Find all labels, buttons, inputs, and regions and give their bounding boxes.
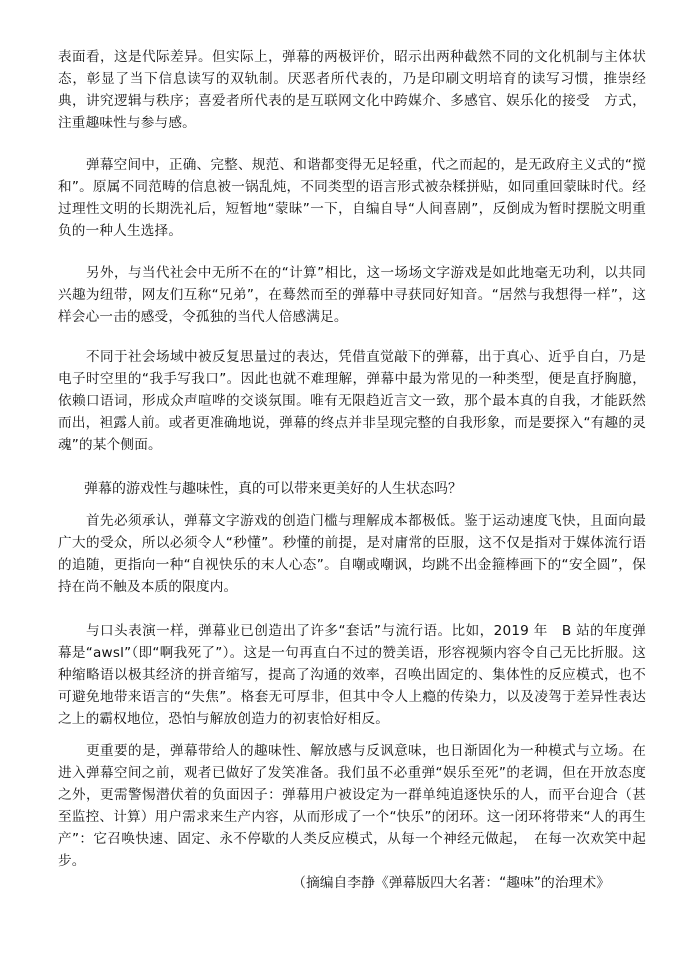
paragraph-4: 不同于社会场域中被反复思量过的表达，凭借直觉敲下的弹幕，出于真心、近乎自白，乃是电子时空里的“我手写我口”。因此也就不难理解，弹幕中最为常见的一种类型，便是直抒胸臆，依赖口语词，形成众声喧哗的交谈氛围。唯有无限趋近言文一致，那个最本真的自我，才能跃然而出，袒露人前。或者更准确地说，弹幕的终点并非呈现完整的自我形象，而是要探入“有趣的灵魂”的某个侧面。	[58, 349, 646, 453]
paragraph-7: 更重要的是，弹幕带给人的趣味性、解放感与反讽意味，也日渐固化为一种模式与立场。在进入弹幕空间之前，观者已做好了发笑准备。我们虽不必重弹“娱乐至死”的老调，但在开放态度之外，更需警惕潜伏着的负面因子：弹幕用户被设定为一群单纯追逐快乐的人，而平台迎合（甚至监控、计算）用户需求来生产内容，从而形成了一个“快乐”的闭环。这一闭环将带来“人的再生产”：它召唤快速、固定、永不停歇的人类反应模式，从每一个神经元做起， 在每一次欢笑中起步。	[58, 743, 646, 869]
paragraph-1: 表面看，这是代际差异。但实际上，弹幕的两极评价，昭示出两种截然不同的文化机制与主体状态，彰显了当下信息读写的双轨制。厌恶者所代表的，乃是印刷文明培育的读写习惯，推崇经典，讲究逻辑与秩序；喜爱者所代表的是互联网文化中跨媒介、多感官、娱乐化的接受 方式，注重趣味性与参与感。	[58, 49, 646, 131]
paragraph-6: 与口头表演一样，弹幕业已创造出了许多“套话”与流行语。比如，2019 年 B 站的年度弹幕是“awsl”（即“啊我死了”）。这是一句再直白不过的赞美语，形容视频内容令自己无比折服。这种缩略语以极其经济的拼音缩写，提高了沟通的效率，召唤出固定的、集体性的反应模式，也不可避免地带来语言的“失焦”。格套无可厚非，但其中令人上瘾的传染力，以及凌驾于差异性表达之上的霸权地位，恐怕与解放创造力的初衷恰好相反。	[58, 623, 646, 727]
source-citation: （摘编自李静《弹幕版四大名著：“趣味”的治理术》	[292, 875, 610, 891]
paragraph-5: 首先必须承认，弹幕文字游戏的创造门槛与理解成本都极低。鉴于运动速度飞快，且面向最广大的受众，所以必须令人“秒懂”。秒懂的前提，是对庸常的臣服，这不仅是指对于媒体流行语的追随，更指向一种“自视快乐的末人心态”。自嘲或嘲讽，均跳不出金箍棒画下的“安全圆”，保持在尚不触及本质的限度内。	[58, 513, 646, 595]
question-heading: 弹幕的游戏性与趣味性，真的可以带来更美好的人生状态吗？	[84, 481, 462, 497]
paragraph-3: 另外，与当代社会中无所不在的“计算”相比，这一场场文字游戏是如此地毫无功利，以共同兴趣为纽带，网友们互称“兄弟”，在蓦然而至的弹幕中寻获同好知音。“居然与我想得一样”，这样会心一击的感受，令孤独的当代人倍感满足。	[58, 265, 646, 325]
paragraph-2: 弹幕空间中，正确、完整、规范、和谐都变得无足轻重，代之而起的，是无政府主义式的“搅和”。原属不同范畴的信息被一锅乱炖，不同类型的语言形式被杂糅拼贴，如同重回蒙昧时代。经过理性文明的长期洗礼后，短暂地“蒙昧”一下，自编自导“人间喜剧”，反倒成为暂时摆脱文明重负的一种人生选择。	[58, 157, 646, 239]
